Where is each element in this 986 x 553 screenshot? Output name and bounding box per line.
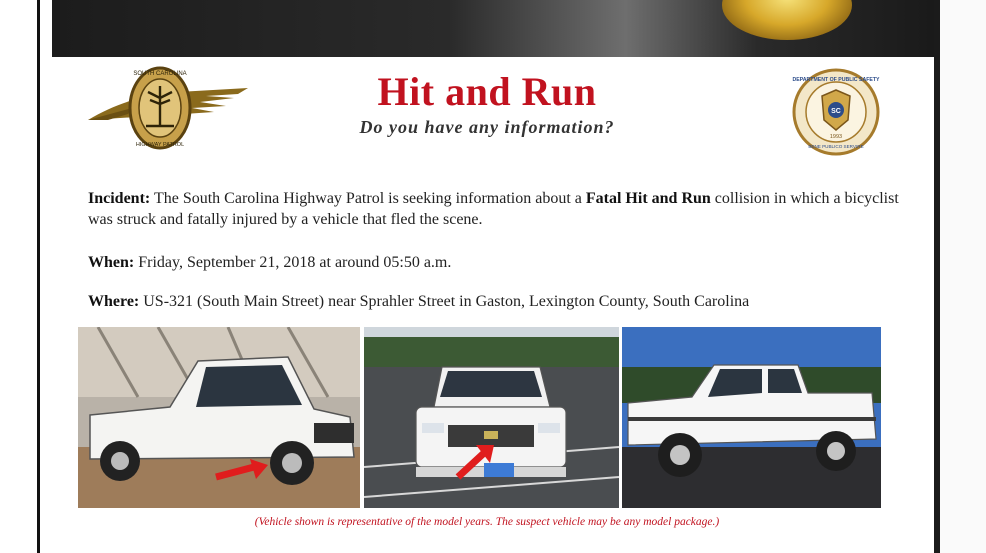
when-text: Friday, September 21, 2018 at around 05:50 a.m. bbox=[134, 254, 452, 271]
when-label: When: bbox=[88, 254, 135, 271]
logo-bottom-text: HIGHWAY PATROL bbox=[135, 142, 185, 148]
where-paragraph bbox=[88, 291, 749, 312]
header-banner bbox=[52, 0, 934, 57]
seal-center-text: SC bbox=[831, 108, 841, 115]
incident-bold-text: Fatal Hit and Run bbox=[585, 190, 711, 207]
truck-photo-3 bbox=[622, 327, 881, 508]
incident-text-2: collision in which a bicyclist was struck and fatally injured by a vehicle that fled the scene. bbox=[88, 190, 899, 228]
public-safety-seal bbox=[792, 68, 880, 156]
incident-label: Incident: bbox=[88, 190, 151, 207]
when-paragraph bbox=[88, 252, 451, 273]
left-edge bbox=[0, 0, 40, 553]
incident-paragraph bbox=[88, 188, 908, 230]
incident-text-1: The South Carolina Highway Patrol is seeking information about a bbox=[150, 190, 586, 207]
seal-bottom-text: BENE PUBLICO SERVIRE bbox=[808, 144, 864, 149]
truck-photo-2 bbox=[364, 327, 619, 508]
logo-top-text: SOUTH CAROLINA bbox=[133, 71, 187, 77]
page-subtitle: Do you have any information? bbox=[359, 117, 615, 137]
page-title: Hit and Run bbox=[377, 69, 597, 114]
seal-year: 1993 bbox=[829, 134, 843, 140]
patrol-badge-image bbox=[722, 0, 852, 40]
where-label: Where: bbox=[88, 293, 140, 310]
flyer bbox=[40, 0, 934, 553]
where-text: US-321 (South Main Street) near Sprahler Street in Gaston, Lexington County, South Carolina bbox=[139, 293, 750, 310]
vehicle-note: (Vehicle shown is representative of the model years. The suspect vehicle may be any model package.) bbox=[254, 516, 720, 528]
right-edge bbox=[934, 0, 986, 553]
license-plate-blur bbox=[484, 463, 514, 477]
truck-photo-1 bbox=[78, 327, 360, 508]
seal-top-text: DEPARTMENT OF PUBLIC SAFETY bbox=[792, 77, 880, 83]
